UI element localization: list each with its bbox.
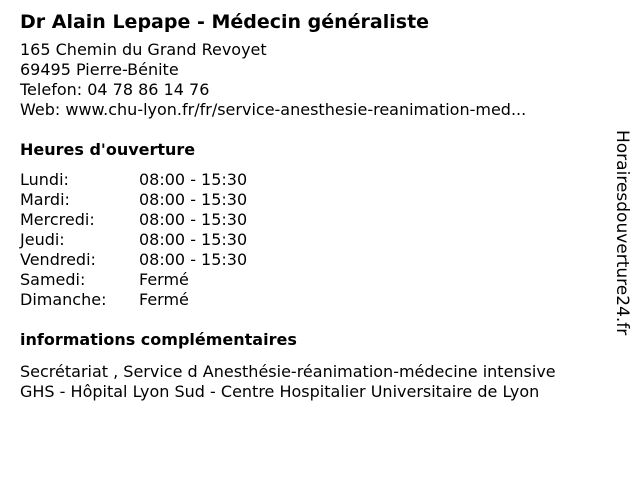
practice-card <box>20 8 610 402</box>
hours-row <box>20 230 610 250</box>
hours-day: Jeudi: <box>20 230 65 249</box>
opening-hours-list <box>20 170 610 310</box>
website-link[interactable]: Web: www.chu-lyon.fr/fr/service-anesthesie-reanimation-med... <box>20 100 527 119</box>
hours-row <box>20 170 610 190</box>
hours-time: Fermé <box>139 270 189 289</box>
info-heading: informations complémentaires <box>20 330 297 349</box>
contact-block <box>20 40 610 120</box>
address-street: 165 Chemin du Grand Revoyet <box>20 40 267 59</box>
hours-time: 08:00 - 15:30 <box>139 250 248 269</box>
hours-day: Lundi: <box>20 170 69 189</box>
hours-row <box>20 190 610 210</box>
watermark-text: Horairesdouverture24.fr <box>612 130 632 336</box>
info-line-2: GHS - Hôpital Lyon Sud - Centre Hospitalier Universitaire de Lyon <box>20 382 540 401</box>
hours-day: Mercredi: <box>20 210 95 229</box>
info-line-1: Secrétariat , Service d Anesthésie-réanimation-médecine intensive <box>20 362 556 381</box>
hours-time: 08:00 - 15:30 <box>139 230 248 249</box>
hours-day: Mardi: <box>20 190 70 209</box>
hours-time: 08:00 - 15:30 <box>139 210 248 229</box>
hours-time: 08:00 - 15:30 <box>139 190 248 209</box>
info-block <box>20 362 610 402</box>
hours-day: Vendredi: <box>20 250 96 269</box>
hours-heading: Heures d'ouverture <box>20 140 196 159</box>
hours-time: 08:00 - 15:30 <box>139 170 248 189</box>
hours-day: Samedi: <box>20 270 86 289</box>
hours-row <box>20 210 610 230</box>
hours-row <box>20 250 610 270</box>
phone-number: Telefon: 04 78 86 14 76 <box>20 80 210 99</box>
hours-time: Fermé <box>139 290 189 309</box>
hours-row <box>20 290 610 310</box>
hours-day: Dimanche: <box>20 290 107 309</box>
hours-row <box>20 270 610 290</box>
address-city: 69495 Pierre-Bénite <box>20 60 179 79</box>
page-title: Dr Alain Lepape - Médecin généraliste <box>20 11 430 33</box>
